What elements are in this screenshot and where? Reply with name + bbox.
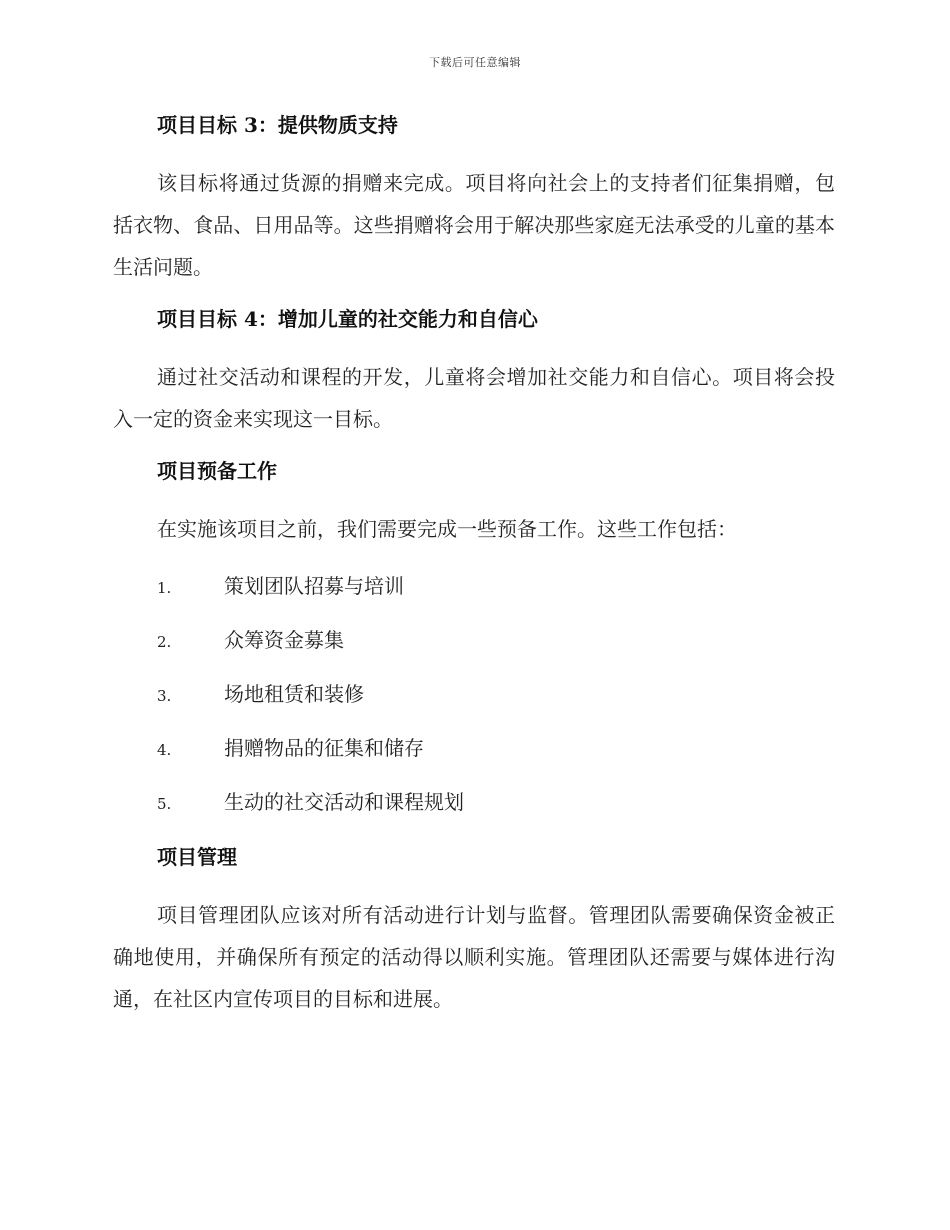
- preparation-list: [113, 570, 835, 820]
- section-paragraph-management: 项目管理团队应该对所有活动进行计划与监督。管理团队需要确保资金被正确地使用，并确保所有预定的活动得以顺利实施。管理团队还需要与媒体进行沟通，在社区内宣传项目的目标和进展。: [113, 903, 835, 1011]
- list-item-number: 3.: [157, 687, 172, 705]
- list-item-number: 4.: [157, 741, 172, 759]
- section-paragraph-preparation: 在实施该项目之前，我们需要完成一些预备工作。这些工作包括：: [157, 517, 737, 541]
- list-item-number: 2.: [157, 633, 172, 651]
- section-heading-management: 项目管理: [157, 845, 237, 869]
- list-item: [113, 570, 835, 604]
- list-item-text: 捐赠物品的征集和储存: [224, 736, 424, 760]
- page-header: 下载后可任意编辑: [429, 56, 521, 69]
- section-heading-preparation: 项目预备工作: [157, 459, 277, 483]
- document-body: [113, 108, 835, 1034]
- list-item: [113, 624, 835, 658]
- list-item-text: 生动的社交活动和课程规划: [224, 790, 464, 814]
- list-item-text: 场地租赁和装修: [224, 682, 364, 706]
- list-item: [113, 678, 835, 712]
- list-item: [113, 786, 835, 820]
- list-item: [113, 732, 835, 766]
- list-item-text: 策划团队招募与培训: [224, 574, 404, 598]
- section-paragraph-goal-4: 通过社交活动和课程的开发，儿童将会增加社交能力和自信心。项目将会投入一定的资金来实现这一目标。: [113, 365, 835, 431]
- list-item-text: 众筹资金募集: [224, 628, 344, 652]
- list-item-number: 1.: [157, 579, 172, 597]
- section-heading-goal-4: 项目目标 4：增加儿童的社交能力和自信心: [157, 307, 538, 331]
- section-heading-goal-3: 项目目标 3：提供物质支持: [157, 113, 398, 137]
- list-item-number: 5.: [157, 795, 172, 813]
- section-paragraph-goal-3: 该目标将通过货源的捐赠来完成。项目将向社会上的支持者们征集捐赠，包括衣物、食品、日用品等。这些捐赠将会用于解决那些家庭无法承受的儿童的基本生活问题。: [113, 171, 835, 279]
